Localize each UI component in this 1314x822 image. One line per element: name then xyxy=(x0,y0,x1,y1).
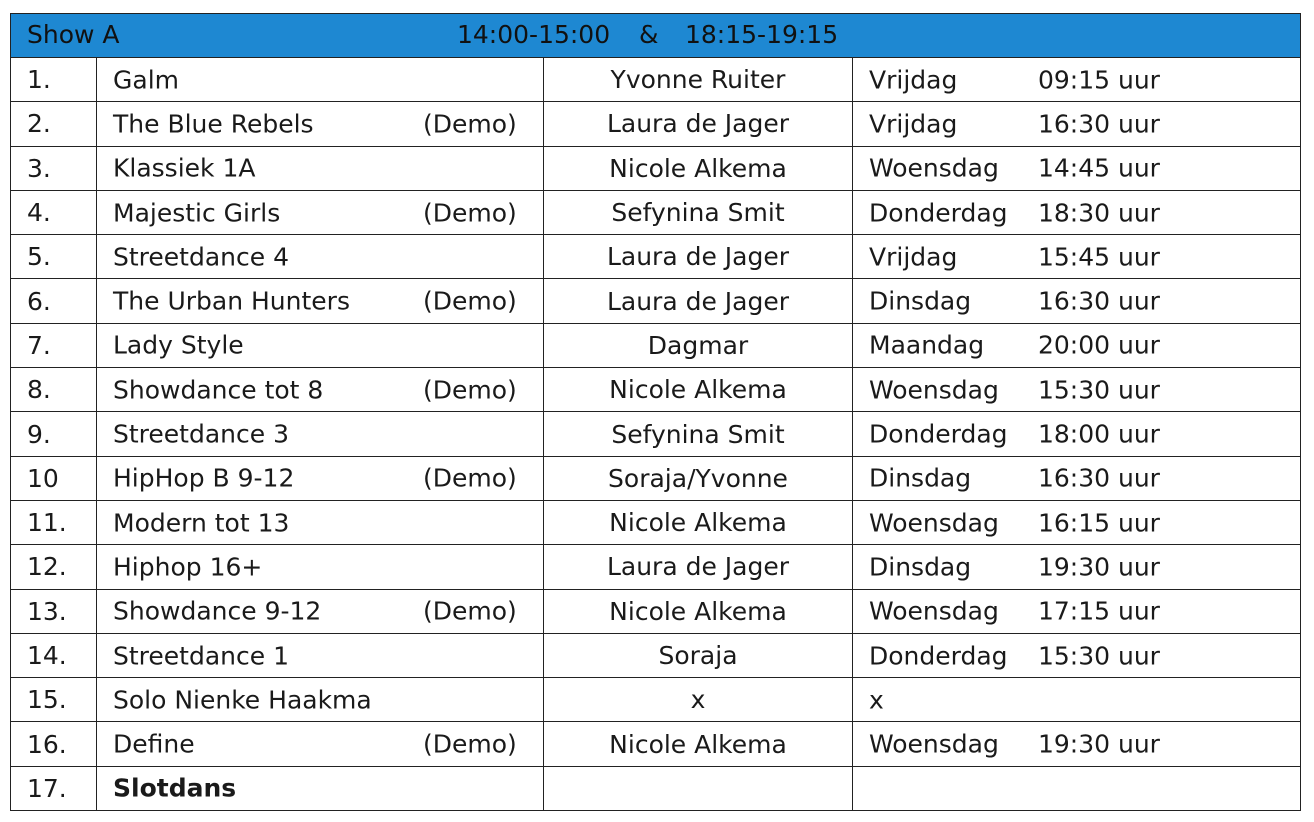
lesson-time-cell xyxy=(853,102,1301,146)
teacher-name: Nicole Alkema xyxy=(544,722,853,766)
lesson-time-cell xyxy=(853,323,1301,367)
table-row xyxy=(11,235,1301,279)
group-name-cell xyxy=(97,589,544,633)
group-name: Streetdance 4 xyxy=(113,242,289,272)
teacher-name: Nicole Alkema xyxy=(544,368,853,412)
demo-tag: (Demo) xyxy=(423,596,517,626)
group-name: Klassiek 1A xyxy=(113,153,256,183)
group-name: Galm xyxy=(113,65,179,95)
group-name-cell xyxy=(97,146,544,190)
group-name-cell xyxy=(97,235,544,279)
row-number: 9. xyxy=(11,412,97,456)
lesson-day: Donderdag xyxy=(869,641,1008,670)
row-number: 5. xyxy=(11,235,97,279)
table-row xyxy=(11,323,1301,367)
row-number: 7. xyxy=(11,323,97,367)
table-row xyxy=(11,545,1301,589)
lesson-day: Woensdag xyxy=(869,596,999,626)
table-row xyxy=(11,190,1301,234)
row-number: 4. xyxy=(11,190,97,234)
show-title: Show A xyxy=(27,20,120,49)
show-time-separator: & xyxy=(639,20,659,49)
demo-tag: (Demo) xyxy=(423,109,517,139)
group-name: Modern tot 13 xyxy=(113,508,290,538)
lesson-day: Dinsdag xyxy=(869,552,972,582)
group-name-cell xyxy=(97,456,544,500)
group-name: Showdance tot 8 xyxy=(113,375,324,405)
group-name-cell xyxy=(97,190,544,234)
teacher-name: Soraja/Yvonne xyxy=(544,456,853,500)
show-time-first: 14:00-15:00 xyxy=(457,20,611,49)
lesson-day: Dinsdag xyxy=(869,463,972,493)
demo-tag: (Demo) xyxy=(423,463,517,493)
lesson-time-cell xyxy=(853,766,1301,810)
table-row xyxy=(11,58,1301,102)
group-name-cell xyxy=(97,766,544,810)
group-name: Lady Style xyxy=(113,330,244,360)
group-name-cell xyxy=(97,102,544,146)
lesson-hour: 16:30 uur xyxy=(1038,109,1160,139)
group-name: The Urban Hunters xyxy=(113,286,350,316)
row-number: 11. xyxy=(11,500,97,544)
lesson-time-cell xyxy=(853,545,1301,589)
teacher-name: Sefynina Smit xyxy=(544,190,853,234)
lesson-hour: 15:30 uur xyxy=(1038,375,1160,405)
demo-tag: (Demo) xyxy=(423,286,517,316)
lesson-hour: 14:45 uur xyxy=(1038,153,1160,183)
table-row xyxy=(11,146,1301,190)
lesson-day: Woensdag xyxy=(869,729,999,759)
lesson-hour: 16:15 uur xyxy=(1038,508,1160,538)
demo-tag: (Demo) xyxy=(423,729,517,759)
group-name: Hiphop 16+ xyxy=(113,552,263,582)
table-row xyxy=(11,722,1301,766)
teacher-name: Sefynina Smit xyxy=(544,412,853,456)
row-number: 17. xyxy=(11,766,97,810)
group-name: Slotdans xyxy=(113,773,237,803)
table-row xyxy=(11,456,1301,500)
row-number: 6. xyxy=(11,279,97,323)
table-row xyxy=(11,412,1301,456)
lesson-day: Woensdag xyxy=(869,508,999,538)
group-name: The Blue Rebels xyxy=(113,109,314,139)
schedule-sheet xyxy=(10,13,1300,811)
table-row xyxy=(11,102,1301,146)
table-row xyxy=(11,766,1301,810)
schedule-rows xyxy=(11,58,1301,811)
group-name-cell xyxy=(97,368,544,412)
teacher-name xyxy=(544,766,853,810)
teacher-name: Laura de Jager xyxy=(544,279,853,323)
table-row xyxy=(11,368,1301,412)
teacher-name: Nicole Alkema xyxy=(544,146,853,190)
lesson-day: Donderdag xyxy=(869,419,1008,449)
group-name: Streetdance 3 xyxy=(113,419,289,449)
lesson-day: Vrijdag xyxy=(869,242,958,272)
lesson-hour: 19:30 uur xyxy=(1038,552,1160,582)
row-number: 13. xyxy=(11,589,97,633)
group-name: Showdance 9-12 xyxy=(113,596,322,626)
show-time-second: 18:15-19:15 xyxy=(685,20,839,49)
demo-tag: (Demo) xyxy=(423,375,517,405)
lesson-hour: 20:00 uur xyxy=(1038,330,1160,360)
lesson-time-cell xyxy=(853,456,1301,500)
teacher-name: Nicole Alkema xyxy=(544,589,853,633)
table-row xyxy=(11,678,1301,722)
row-number: 8. xyxy=(11,368,97,412)
lesson-hour: 09:15 uur xyxy=(1038,65,1160,95)
table-row xyxy=(11,500,1301,544)
group-name: Streetdance 1 xyxy=(113,641,289,670)
row-number: 14. xyxy=(11,633,97,677)
teacher-name: Dagmar xyxy=(544,323,853,367)
row-number: 10 xyxy=(11,456,97,500)
group-name-cell xyxy=(97,545,544,589)
lesson-hour: 17:15 uur xyxy=(1038,596,1160,626)
group-name-cell xyxy=(97,678,544,722)
group-name-cell xyxy=(97,279,544,323)
lesson-hour: 16:30 uur xyxy=(1038,463,1160,493)
teacher-name: x xyxy=(544,678,853,722)
table-row xyxy=(11,589,1301,633)
teacher-name: Laura de Jager xyxy=(544,235,853,279)
group-name-cell xyxy=(97,412,544,456)
lesson-day: Dinsdag xyxy=(869,286,972,316)
lesson-hour: 16:30 uur xyxy=(1038,286,1160,316)
lesson-day: Woensdag xyxy=(869,375,999,405)
teacher-name: Laura de Jager xyxy=(544,102,853,146)
lesson-hour: 18:00 uur xyxy=(1038,419,1160,449)
group-name: Majestic Girls xyxy=(113,198,281,228)
lesson-time-cell xyxy=(853,722,1301,766)
group-name-cell xyxy=(97,323,544,367)
show-header-row xyxy=(11,14,1301,58)
lesson-day: Vrijdag xyxy=(869,65,958,95)
lesson-time-cell xyxy=(853,368,1301,412)
lesson-day: x xyxy=(869,685,884,715)
lesson-time-cell xyxy=(853,412,1301,456)
teacher-name: Laura de Jager xyxy=(544,545,853,589)
group-name: Define xyxy=(113,729,195,759)
lesson-time-cell xyxy=(853,58,1301,102)
lesson-time-cell xyxy=(853,279,1301,323)
group-name-cell xyxy=(97,633,544,677)
show-schedule-table xyxy=(10,13,1301,811)
row-number: 2. xyxy=(11,102,97,146)
lesson-time-cell xyxy=(853,190,1301,234)
lesson-time-cell xyxy=(853,589,1301,633)
row-number: 16. xyxy=(11,722,97,766)
lesson-time-cell xyxy=(853,235,1301,279)
row-number: 1. xyxy=(11,58,97,102)
lesson-day: Maandag xyxy=(869,330,985,360)
lesson-day: Vrijdag xyxy=(869,109,958,139)
demo-tag: (Demo) xyxy=(423,198,517,228)
row-number: 3. xyxy=(11,146,97,190)
row-number: 12. xyxy=(11,545,97,589)
show-header-cell xyxy=(11,14,1301,58)
teacher-name: Nicole Alkema xyxy=(544,500,853,544)
lesson-hour: 15:30 uur xyxy=(1038,641,1160,670)
teacher-name: Yvonne Ruiter xyxy=(544,58,853,102)
lesson-hour: 18:30 uur xyxy=(1038,198,1160,228)
table-row xyxy=(11,279,1301,323)
lesson-time-cell xyxy=(853,633,1301,677)
lesson-day: Woensdag xyxy=(869,153,999,183)
lesson-time-cell xyxy=(853,146,1301,190)
row-number: 15. xyxy=(11,678,97,722)
lesson-time-cell xyxy=(853,678,1301,722)
group-name: HipHop B 9-12 xyxy=(113,463,295,493)
teacher-name: Soraja xyxy=(544,633,853,677)
lesson-hour: 15:45 uur xyxy=(1038,242,1160,272)
lesson-hour: 19:30 uur xyxy=(1038,729,1160,759)
lesson-time-cell xyxy=(853,500,1301,544)
group-name-cell xyxy=(97,58,544,102)
lesson-day: Donderdag xyxy=(869,198,1008,228)
group-name: Solo Nienke Haakma xyxy=(113,685,372,715)
group-name-cell xyxy=(97,500,544,544)
group-name-cell xyxy=(97,722,544,766)
table-row xyxy=(11,633,1301,677)
